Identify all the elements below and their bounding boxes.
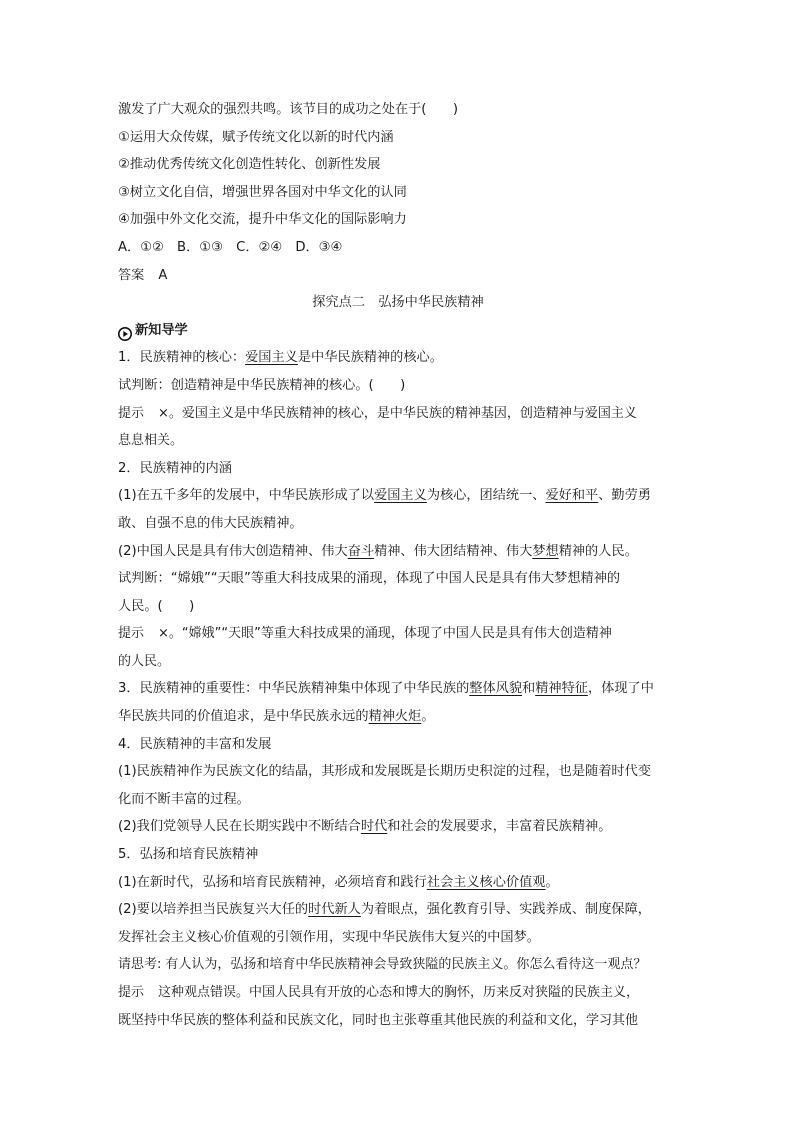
point-2-heading: 2．民族精神的内涵 xyxy=(118,460,232,476)
point-5b-line1 xyxy=(118,896,678,924)
p3-l2-post: 。 xyxy=(421,709,435,725)
p5b-pre: (2)要以培养担当民族复兴大任的 xyxy=(118,902,309,918)
point-4a-line2: 化而不断丰富的过程。 xyxy=(118,791,250,807)
point-1-post: 是中华民族精神的核心。 xyxy=(297,350,443,366)
p2b-post: 精神的人民。 xyxy=(558,543,638,559)
hint-1-label: 提示 xyxy=(118,405,145,421)
p2a-mid: 为核心，团结统一、 xyxy=(426,488,546,504)
hint-1-line2: 息息相关。 xyxy=(118,433,184,449)
hint-3-line1 xyxy=(118,979,678,1007)
point-3-line2 xyxy=(118,703,678,731)
p4b-post: 和社会的发展要求，丰富着民族精神。 xyxy=(387,819,612,835)
judge-2-line2: 人民。( ) xyxy=(118,598,195,614)
judge-1: 试判断：创造精神是中华民族精神的核心。( ) xyxy=(118,377,406,393)
guide-label: 新知导学 xyxy=(135,322,188,338)
option-4: ④加强中外文化交流，提升中华文化的国际影响力 xyxy=(118,212,407,228)
point-2a-line2: 敢、自强不息的伟大民族精神。 xyxy=(118,515,303,531)
p5a-pre: (1)在新时代，弘扬和培育民族精神，必须培育和践行 xyxy=(118,874,427,890)
point-1-key: 爱国主义 xyxy=(245,350,298,366)
p2a-post: 、勤劳勇 xyxy=(598,488,651,504)
point-5a xyxy=(118,869,678,897)
p2a-key1: 爱国主义 xyxy=(374,488,427,504)
p2b-pre: (2)中国人民是具有伟大创造精神、伟大 xyxy=(118,543,348,559)
p5b-post: 为着眼点，强化教育引导、实践养成、制度保障， xyxy=(360,902,651,918)
p5a-post: 。 xyxy=(545,874,559,890)
document-page xyxy=(118,96,678,1034)
point-1 xyxy=(118,344,678,372)
point-4a-line1: (1)民族精神作为民族文化的结晶，其形成和发展既是长期历史积淀的过程，也是随着时代变 xyxy=(118,764,651,780)
answer-value: A xyxy=(158,267,168,283)
option-3: ③树立文化自信，增强世界各国对中华文化的认同 xyxy=(118,184,407,200)
p3-mid: 和 xyxy=(522,681,536,697)
answer-label: 答案 xyxy=(118,267,145,283)
hint-1-text: ×。爱国主义是中华民族精神的核心，是中华民族的精神基因，创造精神与爱国主义 xyxy=(158,405,637,421)
point-5b-line2: 发挥社会主义核心价值观的引领作用，实现中华民族伟大复兴的中国梦。 xyxy=(118,929,540,945)
think-text: 有人认为，弘扬和培育中华民族精神会导致狭隘的民族主义。你怎么看待这一观点？ xyxy=(165,957,647,973)
point-1-pre: 1．民族精神的核心： xyxy=(118,350,246,366)
question-stem: 激发了广大观众的强烈共鸣。该节目的成功之处在于( ) xyxy=(118,102,458,117)
answer-line xyxy=(118,262,678,290)
p2b-key1: 奋斗 xyxy=(347,543,375,559)
hint-2-line2: 的人民。 xyxy=(118,653,171,669)
think-question xyxy=(118,951,678,979)
p4b-pre: (2)我们党领导人民在长期实践中不断结合 xyxy=(118,819,361,835)
hint-3-line2: 既坚持中华民族的整体利益和民族文化，同时也主张尊重其他民族的利益和文化，学习其他 xyxy=(118,1012,639,1028)
answer-choices: A．①② B．①③ C．②④ D．③④ xyxy=(118,239,343,255)
hint-2-label: 提示 xyxy=(118,626,145,642)
point-2b xyxy=(118,538,678,566)
p3-key3: 精神火炬 xyxy=(368,709,422,725)
p3-pre: 3．民族精神的重要性：中华民族精神集中体现了中华民族的 xyxy=(118,681,470,697)
p3-post: ，体现了中 xyxy=(587,681,654,697)
option-2: ②推动优秀传统文化创造性转化、创新性发展 xyxy=(118,157,381,173)
guide-heading xyxy=(118,317,678,345)
hint-3-text: 这种观点错误。中国人民具有开放的心态和博大的胸怀，历来反对狭隘的民族主义， xyxy=(158,985,640,1000)
p5a-key: 社会主义核心价值观 xyxy=(426,874,546,890)
p2b-mid: 精神、伟大团结精神、伟大 xyxy=(374,543,533,559)
p4b-key: 时代 xyxy=(360,819,388,835)
point-2a-line1 xyxy=(118,482,678,510)
point-5-heading: 5．弘扬和培育民族精神 xyxy=(118,847,259,863)
judge-2-line1: 试判断：“嫦娥”“天眼”等重大科技成果的涌现，体现了中国人民是具有伟大梦想精神的 xyxy=(118,571,621,587)
p2a-key2: 爱好和平 xyxy=(545,488,599,504)
option-1: ①运用大众传媒，赋予传统文化以新的时代内涵 xyxy=(118,129,394,145)
p3-key1: 整体风貌 xyxy=(469,681,523,697)
section-title: 探究点二 弘扬中华民族精神 xyxy=(312,295,484,311)
point-4-heading: 4．民族精神的丰富和发展 xyxy=(118,736,272,752)
point-3-line1 xyxy=(118,675,678,703)
p3-key2: 精神特征 xyxy=(535,681,588,697)
play-circle-icon xyxy=(118,324,132,338)
hint-2-line1 xyxy=(118,620,678,648)
p2b-key2: 梦想 xyxy=(532,543,559,559)
point-4b xyxy=(118,813,678,841)
p2a-pre: (1)在五千多年的发展中，中华民族形成了以 xyxy=(118,488,375,504)
p5b-key: 时代新人 xyxy=(308,902,361,918)
hint-3-label: 提示 xyxy=(118,985,145,1000)
p3-l2-pre: 华民族共同的价值追求，是中华民族永远的 xyxy=(118,709,369,725)
hint-2-text: ×。“嫦娥”“天眼”等重大科技成果的涌现，体现了中国人民是具有伟大创造精神 xyxy=(158,626,612,642)
think-label: 请思考: xyxy=(118,957,162,973)
hint-1-line1 xyxy=(118,400,678,428)
